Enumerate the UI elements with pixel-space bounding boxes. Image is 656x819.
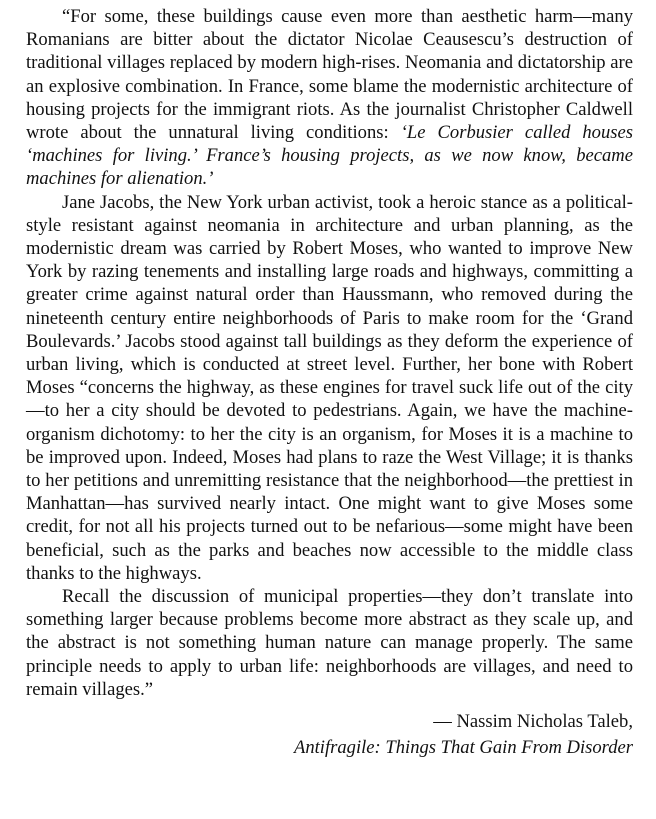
paragraph-3: Recall the discussion of municipal properties—they don’t translate into something larger because problems become more abstract as they scale up, and the abstract is not something human nature can manage properly. The same principle needs to apply to urban life: neighborhoods are villages, and need to remain villages.” (26, 586, 633, 700)
attribution-author: — Nassim Nicholas Taleb, (433, 711, 633, 733)
caldwell-quote: ‘Le Corbusier called houses ‘machines for living.’ France’s housing projects, as we now know, became machines for alienation.’ (26, 122, 633, 190)
attribution-book-title: Antifragile: Things That Gain From Disorder (293, 737, 633, 759)
quote-page (26, 5, 633, 761)
attribution (26, 709, 633, 761)
paragraph-1-text: “For some, these buildings cause even more than aesthetic harm—many Romanians are bitter about the dictator Nicolae Ceausescu’s destruction of traditional villages replaced by modern high-rises. Neomania and dictatorship are an explosive combination. In France, some blame the modernistic architecture of housing projects for the immigrant riots. As the journalist Christopher Caldwell wrote about the unnatural living conditions: (26, 6, 633, 144)
paragraph-2: Jane Jacobs, the New York urban activist, took a heroic stance as a political-style resistant against neomania in architecture and urban planning, as the modernistic dream was carried by Robert Moses, who wanted to improve New York by razing tenements and installing large roads and highways, committing a greater crime against natural order than Haussmann, who removed during the nineteenth century entire neighborhoods of Paris to make room for the ‘Grand Boulevards.’ Jacobs stood against tall buildings as they deform the experience of urban living, which is conducted at street level. Further, her bone with Robert Moses “concerns the highway, as these engines for travel suck life out of the city—to her a city should be devoted to pedestrians. Again, we have the machine-organism dichotomy: to her the city is an organism, for Moses it is a machine to be improved upon. Indeed, Moses had plans to raze the West Village; it is thanks to her petitions and unremitting resistance that the neighborhood—the prettiest in Manhattan—has survived nearly intact. One might want to give Moses some credit, for not all his projects turned out to be nefarious—some might have been beneficial, such as the parks and beaches now accessible to the middle class thanks to the highways. (26, 191, 633, 584)
paragraph-1 (26, 5, 633, 191)
